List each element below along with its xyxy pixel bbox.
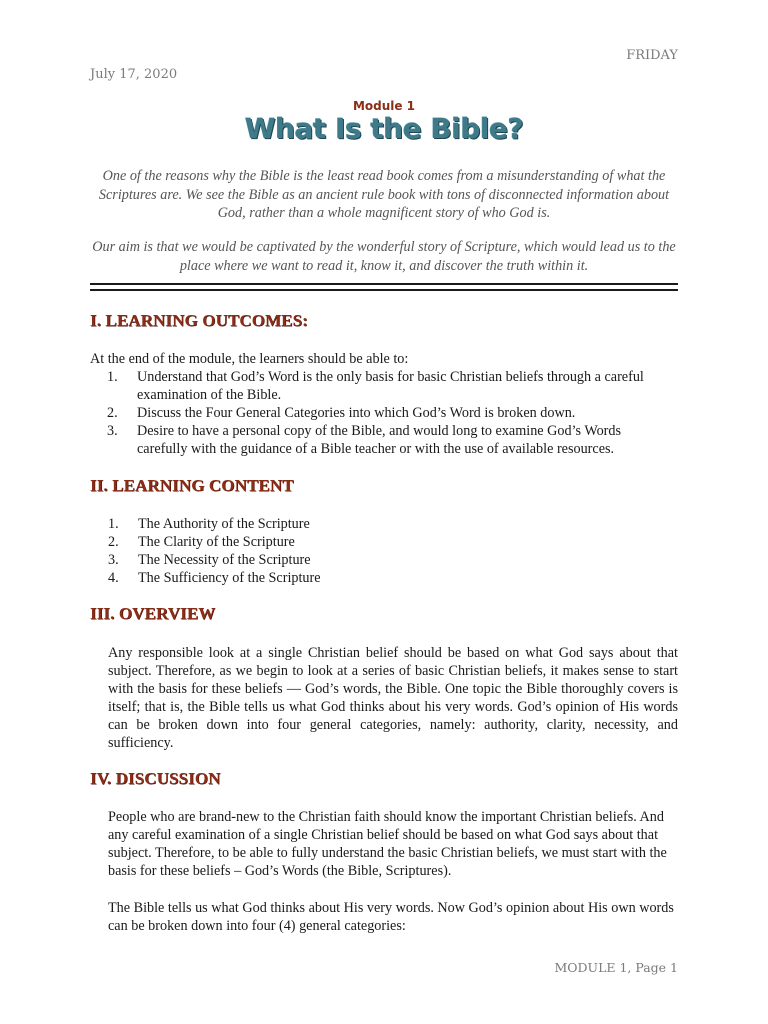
list-item: 2. Discuss the Four General Categories into which God’s Word is broken down. [107,405,576,421]
header-day: FRIDAY [626,48,678,63]
outcomes-lead: At the end of the module, the learners should be able to: [90,351,409,367]
section-heading-content: II. LEARNING CONTENT [90,476,294,495]
overview-paragraph: Any responsible look at a single Christian belief should be based on what God says about that subject. Therefore, as we begin to look at a series of basic Christian beliefs, it makes sense to start with the basis for these beliefs — God’s words, the Bible. One topic the Bible thoroughly covers is itself; that is, the Bible tells us what God thinks about his very words. God’s opinion of His words can be broken down into four general categories, namely: authority, clarity, necessity, and sufficiency. [108,645,678,751]
discussion-paragraph-1: People who are brand-new to the Christian faith should know the important Christian beliefs. And any careful examination of a single Christian belief should be based on what God says about that subject. Therefore, to be able to fully understand the basic Christian beliefs, we must start with the basis for these beliefs – God’s Words (the Bible, Scriptures). [108,809,667,879]
list-item: 1. The Authority of the Scripture [108,516,310,532]
outcomes-list [107,368,647,458]
intro-paragraph-1: One of the reasons why the Bible is the least read book comes from a misunderstanding of what the Scriptures are. We see the Bible as an ancient rule book with tons of disconnected information about God, rather than a whole magnificent story of who God is. [98,168,670,222]
list-item: 1. Understand that God’s Word is the only basis for basic Christian beliefs through a careful examination of the Bible. [107,369,644,403]
list-item: 3. Desire to have a personal copy of the Bible, and would long to examine God’s Words carefully with the guidance of a Bible teacher or with the use of available resources. [107,423,622,457]
page-title: What Is the Bible? [244,112,524,145]
module-label: Module 1 [352,99,416,113]
discussion-paragraph-2: The Bible tells us what God thinks about His very words. Now God’s opinion about His own words can be broken down into four (4) general categories: [108,900,674,934]
divider-bottom [90,289,678,291]
section-heading-discussion: IV. DISCUSSION [90,769,221,788]
page-footer: MODULE 1, Page 1 [554,960,678,975]
content-list [108,515,648,587]
header-date: July 17, 2020 [90,67,178,82]
section-heading-overview: III. OVERVIEW [90,604,216,623]
list-item: 2. The Clarity of the Scripture [108,534,295,550]
list-item: 3. The Necessity of the Scripture [108,552,311,568]
intro-paragraph-2: Our aim is that we would be captivated by the wonderful story of Scripture, which would lead us to the place where we want to read it, know it, and discover the truth within it. [92,239,676,274]
divider-top [90,283,678,285]
section-heading-outcomes: I. LEARNING OUTCOMES: [90,311,308,330]
list-item: 4. The Sufficiency of the Scripture [108,570,321,586]
